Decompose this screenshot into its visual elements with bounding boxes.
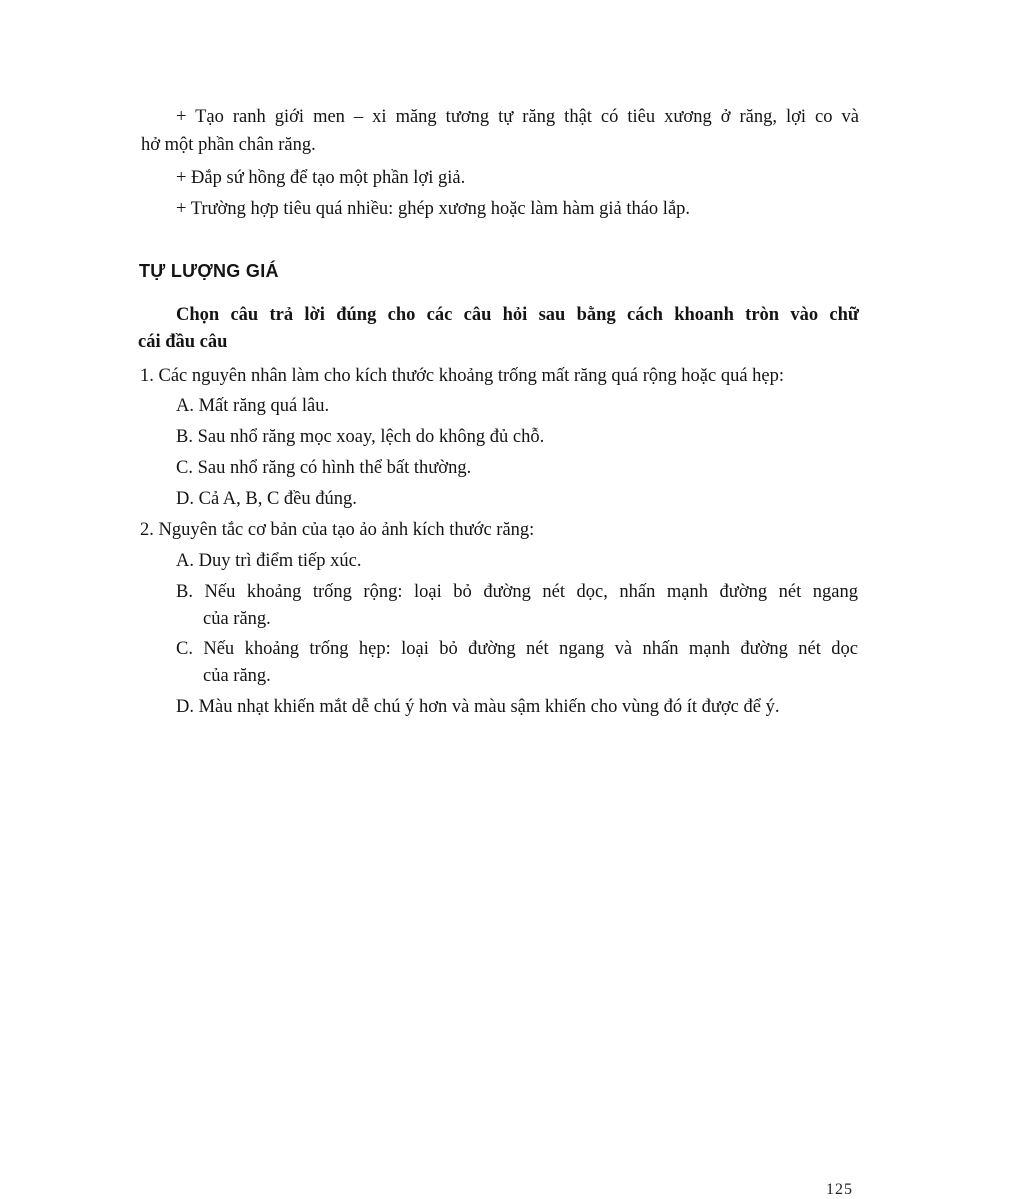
bullet-3: + Trường hợp tiêu quá nhiều: ghép xương hoặc làm hàm giả tháo lắp. (176, 199, 691, 219)
question-2-option-b-line-2: của răng. (203, 609, 271, 629)
question-1-option-c: C. Sau nhổ răng có hình thể bất thường. (176, 458, 472, 478)
instruction-line-2: cái đầu câu (138, 332, 228, 352)
question-2-option-c-line-1: C. Nếu khoảng trống hẹp: loại bỏ đường nét ngang và nhấn mạnh đường nét dọc (176, 639, 858, 659)
question-2-option-c-line-2: của răng. (203, 666, 271, 686)
question-1-stem: 1. Các nguyên nhân làm cho kích thước khoảng trống mất răng quá rộng hoặc quá hẹp: (140, 366, 785, 386)
question-2-option-d: D. Màu nhạt khiến mắt dễ chú ý hơn và màu sậm khiến cho vùng đó ít được để ý. (176, 697, 780, 717)
bullet-1-line-2: hở một phần chân răng. (141, 135, 316, 155)
section-title: TỰ LƯỢNG GIÁ (139, 261, 279, 281)
question-1-option-b: B. Sau nhổ răng mọc xoay, lệch do không đủ chỗ. (176, 427, 545, 447)
bullet-1-line-1: + Tạo ranh giới men – xi măng tương tự răng thật có tiêu xương ở răng, lợi co và (176, 107, 859, 127)
bullet-2: + Đắp sứ hồng để tạo một phần lợi giả. (176, 168, 466, 188)
question-1-option-a: A. Mất răng quá lâu. (176, 396, 330, 416)
question-2-option-a: A. Duy trì điểm tiếp xúc. (176, 551, 362, 571)
question-2-stem: 2. Nguyên tắc cơ bản của tạo ảo ảnh kích thước răng: (140, 520, 535, 540)
question-1-option-d: D. Cả A, B, C đều đúng. (176, 489, 357, 509)
instruction-line-1: Chọn câu trả lời đúng cho các câu hỏi sau bằng cách khoanh tròn vào chữ (176, 305, 859, 325)
question-2-option-b-line-1: B. Nếu khoảng trống rộng: loại bỏ đường nét dọc, nhấn mạnh đường nét ngang (176, 582, 858, 602)
page-number: 125 (826, 1181, 853, 1198)
